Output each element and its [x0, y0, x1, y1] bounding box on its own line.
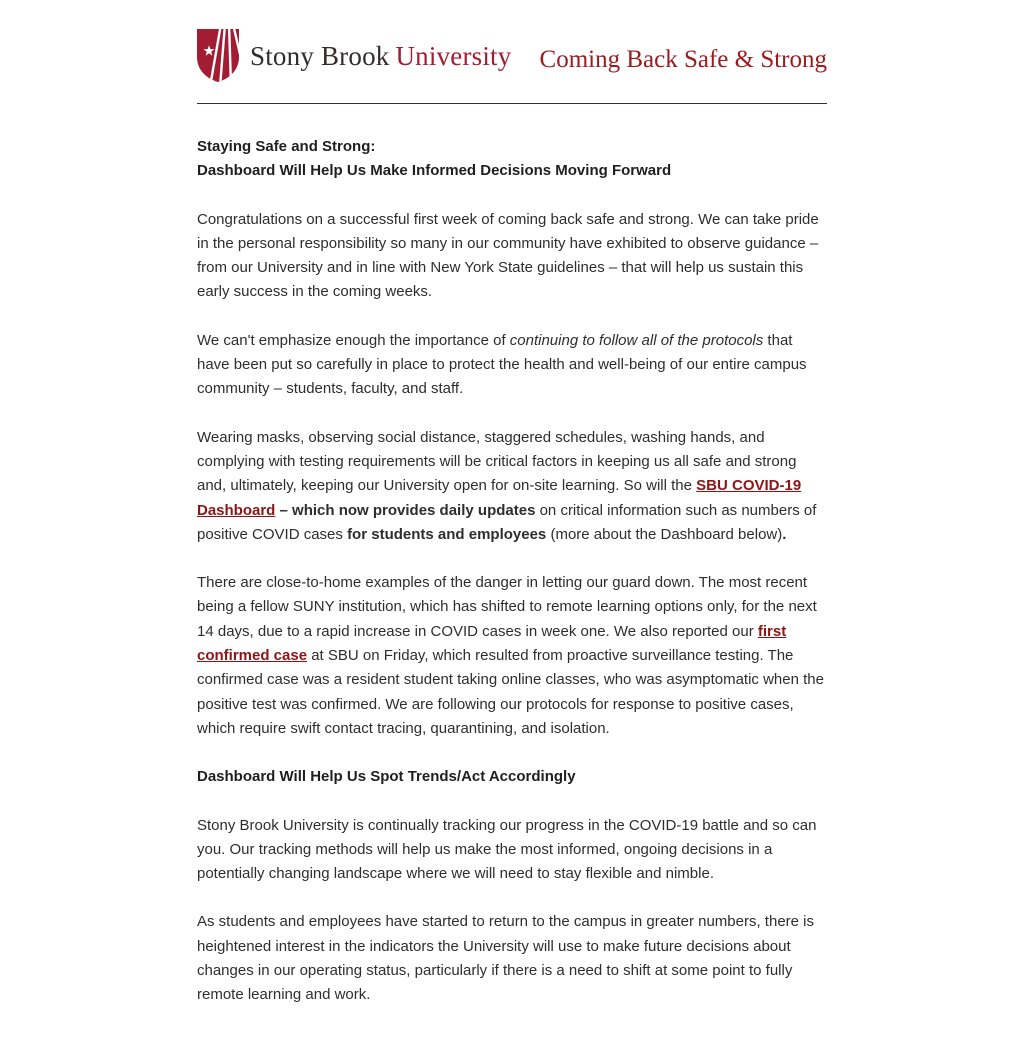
heading-line: Staying Safe and Strong: [197, 138, 376, 155]
header [197, 0, 827, 82]
text-segment: As students and employees have started to return to the campus in greater numbers, there is heightened interest in the indicators the University will use to make future decisions about changes in our operating status, particularly if there is a need to shift at some point to fully remote learning and work. [197, 913, 814, 1004]
article-body [197, 104, 827, 1058]
section-heading [197, 135, 827, 184]
text-segment: for students and employees [347, 525, 547, 543]
section-heading [197, 765, 827, 789]
stony-brook-shield-icon [197, 29, 239, 82]
paragraph [197, 814, 827, 887]
heading-line: Dashboard Will Help Us Make Informed Decisions Moving Forward [197, 162, 672, 180]
paragraph [197, 910, 827, 1007]
text-segment: . [782, 525, 787, 543]
text-segment: – which now provides daily updates [275, 501, 536, 519]
logo-text-stony-brook: Stony Brook [250, 41, 390, 71]
text-segment: We can't emphasize enough the importance of [197, 331, 510, 349]
text-segment: Wearing masks, observing social distance, staggered schedules, washing hands, and complying with testing requirements will be critical factors in keeping us all safe and strong and, ultimately, keeping our University open for on-site learning. So will the [197, 428, 797, 495]
logo-text-university: University [395, 41, 512, 71]
text-segment: There are close-to-home examples of the danger in letting our guard down. The most recent being a fellow SUNY institution, which has shifted to remote learning options only, for the next 14 days, due to a rapid increase in COVID cases in week one. We also reported our [197, 574, 817, 640]
banner-title: Coming Back Safe & Strong [539, 46, 827, 73]
text-segment: that have been put so carefully in place to protect the health and well-being of our entire campus community – students, faculty, and staff. [197, 331, 807, 398]
text-segment: Congratulations on a successful first week of coming back safe and strong. We can take pride in the personal responsibility so many in our community have exhibited to observe guidance – from our University and in line with New York State guidelines – that will help us sustain this early success in the coming weeks. [197, 210, 819, 301]
paragraph [197, 571, 827, 741]
text-segment: at SBU on Friday, which resulted from proactive surveillance testing. The confirmed case was a resident student taking online classes, who was asymptomatic when the positive test was confirmed. We are following our protocols for response to positive cases, which require swift contact tracing, quarantining, and isolation. [197, 647, 824, 737]
paragraph [197, 208, 827, 305]
paragraph [197, 329, 827, 402]
first-confirmed-case-link[interactable]: first confirmed case [197, 622, 787, 665]
paragraph [197, 426, 827, 547]
text-segment: (more about the Dashboard below) [546, 525, 783, 543]
sbu-covid-19-dashboard-link[interactable]: SBU COVID-19 Dashboard [197, 477, 802, 519]
stony-brook-logo [197, 29, 511, 82]
text-segment: Stony Brook University is continually tracking our progress in the COVID-19 battle and so can you. Our tracking methods will help us make the most informed, ongoing decisions in a potentially changing landscape where we will need to stay flexible and nimble. [197, 816, 817, 883]
email-document [197, 0, 827, 1058]
logo-wordmark [250, 43, 511, 70]
text-segment: on critical information such as numbers of positive COVID cases [197, 501, 817, 543]
heading-line: Dashboard Will Help Us Spot Trends/Act Accordingly [197, 768, 576, 786]
text-segment: continuing to follow all of the protocols [509, 331, 764, 349]
